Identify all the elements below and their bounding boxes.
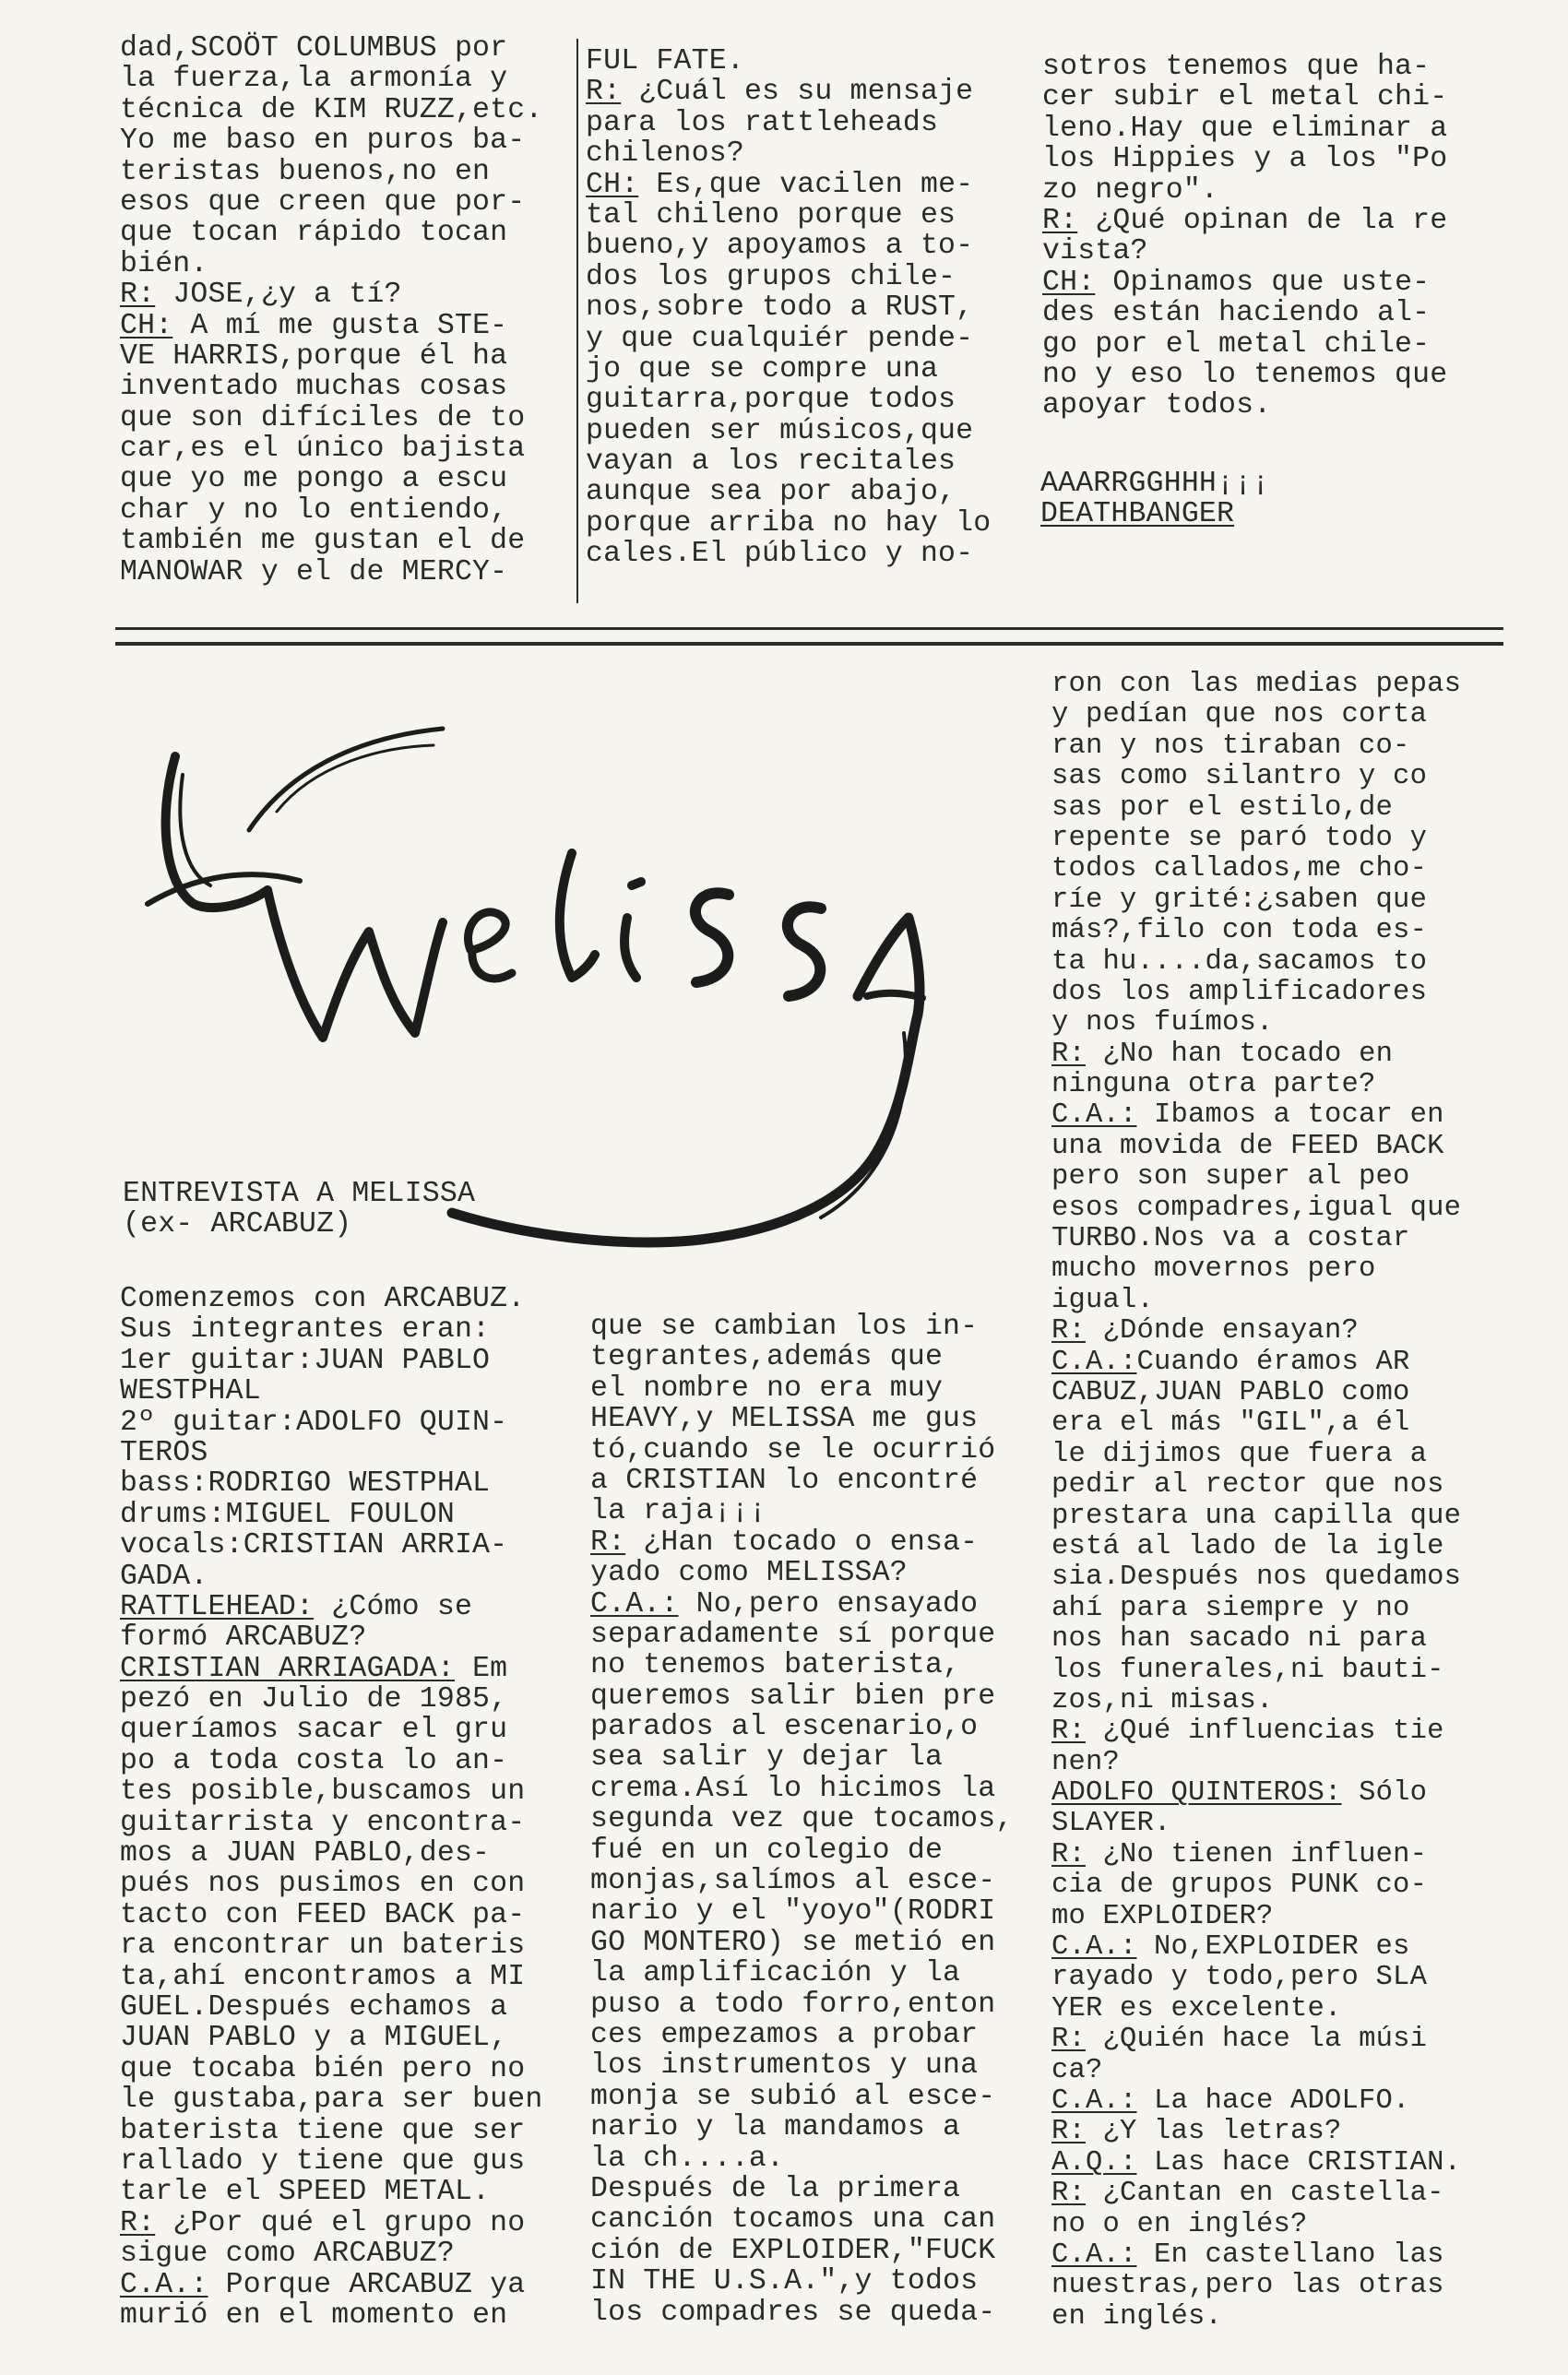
article-column-3-line: le dijimos que fuera a xyxy=(1051,1438,1428,1470)
article-column-3-line: sia.Después nos quedamos xyxy=(1051,1562,1462,1594)
signature: DEATHBANGER xyxy=(1040,498,1235,531)
article-column-1-line: 1er guitar:JUAN PABLO xyxy=(120,1344,491,1377)
article-column-2-line: que se cambian los in- xyxy=(590,1311,979,1343)
article-column-2-line: C.A.: No,pero ensayado xyxy=(590,1587,979,1621)
article-column-2-line: ces empezamos a probar xyxy=(590,2018,979,2051)
article-column-3-line: C.A.: Ibamos a tocar en xyxy=(1051,1099,1444,1132)
article-column-2-line: la raja¡¡¡ xyxy=(590,1495,767,1528)
article-column-3-line: ran y nos tiraban co- xyxy=(1051,730,1410,762)
article-column-3-line: R: ¿Qué influencias tie xyxy=(1051,1716,1444,1748)
section-divider-top xyxy=(115,627,1503,630)
article-column-1-line: rallado y tiene que gus xyxy=(120,2144,526,2178)
top-column-2-line: porque arriba no hay lo xyxy=(586,506,992,540)
article-column-2-line: el nombre no era muy xyxy=(590,1372,944,1405)
article-column-2-line: GO MONTERO) se metió en xyxy=(590,1926,996,1959)
article-column-3-line: zos,ni misas. xyxy=(1051,1684,1274,1716)
top-column-2-line: guitarra,porque todos xyxy=(586,384,956,417)
top-column-1-line: bién. xyxy=(120,247,208,280)
article-column-3-line: igual. xyxy=(1051,1284,1155,1316)
article-column-3-line: y pedían que nos corta xyxy=(1051,699,1428,731)
article-column-1-line: GADA. xyxy=(120,1560,208,1593)
top-column-1-line: char y no lo entiendo, xyxy=(120,493,508,527)
article-column-2-line: segunda vez que tocamos, xyxy=(590,1803,1014,1836)
article-column-2-line: HEAVY,y MELISSA me gus xyxy=(590,1403,979,1436)
article-column-2-line: monja se subió al esce- xyxy=(590,2080,996,2113)
logo-letter-m xyxy=(166,756,443,1038)
top-column-3-line: los Hippies y a los "Po xyxy=(1042,143,1448,176)
article-column-3-line: R: ¿No han tocado en xyxy=(1051,1038,1394,1070)
logo-letter-a xyxy=(452,918,920,1242)
top-column-3-line: CH: Opinamos que uste- xyxy=(1042,266,1431,299)
article-column-3-line: mo EXPLOIDER? xyxy=(1051,1900,1274,1932)
article-column-1-line: bass:RODRIGO WESTPHAL xyxy=(120,1467,491,1501)
article-column-1-line: guitarrista y encontra- xyxy=(120,1806,526,1839)
top-column-2-line: cales.El público y no- xyxy=(586,538,974,571)
article-column-2-line: los instrumentos y una xyxy=(590,2049,979,2083)
article-column-1-line: formó ARCABUZ? xyxy=(120,1621,367,1655)
article-column-2-line: a CRISTIAN lo encontré xyxy=(590,1464,979,1497)
article-column-3-line: y nos fuímos. xyxy=(1051,1007,1274,1039)
top-column-1-line: también me gustan el de xyxy=(120,525,526,558)
column-divider-vertical xyxy=(576,39,578,603)
top-column-1-line: dad,SCOÖT COLUMBUS por xyxy=(120,32,508,65)
article-column-3-line: sas por el estilo,de xyxy=(1051,791,1394,824)
sign-off-block xyxy=(1040,469,1269,530)
article-column-3-line: C.A.: No,EXPLOIDER es xyxy=(1051,1931,1410,1964)
article-column-1-line: R: ¿Por qué el grupo no xyxy=(120,2206,526,2239)
top-column-3-line: go por el metal chile- xyxy=(1042,327,1431,361)
article-column-1-line: C.A.: Porque ARCABUZ ya xyxy=(120,2268,526,2301)
logo-letter-s2 xyxy=(788,907,821,996)
article-column-3-line: rayado y todo,pero SLA xyxy=(1051,1962,1428,1994)
article-column-3-line: pedir al rector que nos xyxy=(1051,1469,1444,1502)
article-column-2-line: la amplificación y la xyxy=(590,1957,961,1990)
article-column-3-line: ahí para siempre y no xyxy=(1051,1592,1410,1624)
logo-letter-s1 xyxy=(695,893,729,982)
top-column-1-line: que son difíciles de to xyxy=(120,401,526,434)
top-column-3-line: apoyar todos. xyxy=(1042,389,1272,422)
article-column-3-line: CABUZ,JUAN PABLO como xyxy=(1051,1376,1410,1408)
article-column-3-line: ríe y grité:¿saben que xyxy=(1051,884,1428,916)
article-column-1-line: vocals:CRISTIAN ARRIA- xyxy=(120,1529,508,1562)
top-column-3-line: des están haciendo al- xyxy=(1042,297,1431,330)
article-column-2-line: nario y la mandamos a xyxy=(590,2111,961,2144)
top-column-2-line: y que cualquiér pende- xyxy=(586,322,974,355)
article-column-3-line: en inglés. xyxy=(1051,2300,1223,2333)
article-subheading: (ex- ARCABUZ) xyxy=(123,1208,352,1241)
article-column-1-line: ra encontrar un bateris xyxy=(120,1930,526,1963)
top-column-1-line: técnica de KIM RUZZ,etc. xyxy=(120,93,543,126)
section-divider-bottom xyxy=(115,642,1503,646)
article-column-3-line: repente se paró todo y xyxy=(1051,822,1428,854)
top-column-1-line: esos que creen que por- xyxy=(120,185,526,219)
top-column-1-line: R: JOSE,¿y a tí? xyxy=(120,279,402,312)
article-column-1-line: Sus integrantes eran: xyxy=(120,1313,491,1347)
article-column-1-line: baterista tiene que ser xyxy=(120,2114,526,2147)
article-column-2-line: tegrantes,además que xyxy=(590,1341,944,1374)
article-column-1-line: po a toda costa lo an- xyxy=(120,1744,508,1777)
top-column-2-line: tal chileno porque es xyxy=(586,198,956,232)
article-column-3-line: nos han sacado ni para xyxy=(1051,1623,1428,1656)
top-column-1 xyxy=(120,33,542,588)
top-column-2-line: dos los grupos chile- xyxy=(586,260,956,293)
article-column-2-line: yado como MELISSA? xyxy=(590,1557,908,1590)
top-column-1-line: MANOWAR y el de MERCY- xyxy=(120,555,508,588)
article-column-3-line: sas como silantro y co xyxy=(1051,761,1428,793)
article-column-3-line: está al lado de la igle xyxy=(1051,1530,1444,1562)
logo-letter-e xyxy=(469,912,512,979)
article-column-3-line: era el más "GIL",a él xyxy=(1051,1407,1410,1440)
article-column-1-line: ta,ahí encontramos a MI xyxy=(120,1960,526,1993)
article-column-3-line: C.A.: En castellano las xyxy=(1051,2238,1444,2271)
article-column-2-line: queremos salir bien pre xyxy=(590,1680,996,1713)
article-column-1-line: pués nos pusimos en con xyxy=(120,1868,526,1901)
top-column-2-line: pueden ser músicos,que xyxy=(586,414,974,447)
article-column-1-line: sigue como ARCABUZ? xyxy=(120,2238,455,2271)
article-column-1-line: GUEL.Después echamos a xyxy=(120,1990,508,2024)
top-column-1-line: que tocan rápido tocan xyxy=(120,217,508,250)
article-column-3-line: mucho movernos pero xyxy=(1051,1253,1376,1286)
article-column-2-line: no tenemos baterista, xyxy=(590,1649,961,1682)
article-column-1-line: le gustaba,para ser buen xyxy=(120,2084,543,2117)
top-column-1-line: teristas buenos,no en xyxy=(120,155,491,188)
article-column-3-line: R: ¿Quién hace la músi xyxy=(1051,2024,1428,2056)
top-column-1-line: CH: A mí me gusta STE- xyxy=(120,309,508,342)
top-column-2-line: para los rattleheads xyxy=(586,106,939,139)
top-column-2-line: CH: Es,que vacilen me- xyxy=(586,168,974,201)
article-column-3-line: R: ¿Cantan en castella- xyxy=(1051,2178,1444,2210)
article-column-3-line: esos compadres,igual que xyxy=(1051,1192,1462,1224)
article-column-3-line: no o en inglés? xyxy=(1051,2208,1308,2240)
article-column-2-line: canción tocamos una can xyxy=(590,2203,996,2237)
logo-letter-l xyxy=(560,853,595,978)
top-column-2-line: chilenos? xyxy=(586,137,744,171)
article-column-2-line: ción de EXPLOIDER,"FUCK xyxy=(590,2234,996,2267)
article-column-3-line: los funerales,ni bauti- xyxy=(1051,1654,1444,1686)
top-column-1-line: car,es el único bajista xyxy=(120,433,526,466)
article-column-3-line: C.A.:Cuando éramos AR xyxy=(1051,1346,1410,1378)
article-column-1-line: 2º guitar:ADOLFO QUIN- xyxy=(120,1406,508,1439)
article-column-3-line: cia de grupos PUNK co- xyxy=(1051,1870,1428,1902)
article-column-2-line: crema.Así lo hicimos la xyxy=(590,1772,996,1805)
article-column-3-line: R: ¿Dónde ensayan? xyxy=(1051,1315,1360,1348)
article-column-3-line: SLAYER. xyxy=(1051,1808,1171,1840)
article-column-2-line: tó,cuando se le ocurrió xyxy=(590,1433,996,1467)
article-column-3-line: TURBO.Nos va a costar xyxy=(1051,1223,1410,1255)
top-column-2-line: FUL FATE. xyxy=(586,45,744,77)
article-column-2 xyxy=(590,1312,1013,2328)
article-column-1-line: que tocaba bién pero no xyxy=(120,2052,526,2085)
article-column-2-line: Después de la primera xyxy=(590,2172,961,2205)
article-column-3-line: dos los amplificadores xyxy=(1051,976,1428,1008)
article-column-2-line: separadamente sí porque xyxy=(590,1618,996,1651)
top-column-3-line: zo negro". xyxy=(1042,173,1219,207)
article-column-1-line: RATTLEHEAD: ¿Cómo se xyxy=(120,1590,473,1623)
top-column-1-line: que yo me pongo a escu xyxy=(120,463,508,496)
article-column-3-line: ninguna otra parte? xyxy=(1051,1069,1376,1101)
article-column-2-line: los compadres se queda- xyxy=(590,2296,996,2329)
top-column-1-line: Yo me baso en puros ba- xyxy=(120,125,526,158)
article-column-1-line: Comenzemos con ARCABUZ. xyxy=(120,1283,526,1315)
article-column-2-line: puso a todo forro,enton xyxy=(590,1988,996,2021)
article-header xyxy=(123,1179,475,1241)
article-column-3-line: prestara una capilla que xyxy=(1051,1500,1462,1532)
top-column-1-line: VE HARRIS,porque él ha xyxy=(120,339,508,373)
top-column-1-line: la fuerza,la armonía y xyxy=(120,63,508,96)
article-column-3-line: pero son super al peo xyxy=(1051,1161,1410,1193)
article-column-3-line: A.Q.: Las hace CRISTIAN. xyxy=(1051,2146,1462,2179)
article-column-2-line: nario y el "yoyo"(RODRI xyxy=(590,1895,996,1929)
article-column-1-line: pezó en Julio de 1985, xyxy=(120,1683,508,1716)
article-column-3-line: ADOLFO QUINTEROS: Sólo xyxy=(1051,1777,1428,1810)
article-column-2-line: sea salir y dejar la xyxy=(590,1741,944,1775)
article-column-2-line: parados al escenario,o xyxy=(590,1711,979,1744)
top-column-2 xyxy=(586,46,991,570)
article-column-3-line: C.A.: La hace ADOLFO. xyxy=(1051,2084,1410,2117)
article-column-1-line: tacto con FEED BACK pa- xyxy=(120,1898,526,1931)
article-column-3-line: más?,filo con toda es- xyxy=(1051,915,1428,947)
article-column-1-line: queríamos sacar el gru xyxy=(120,1714,508,1747)
article-column-2-line: IN THE U.S.A.",y todos xyxy=(590,2265,979,2298)
article-column-2-line: fué en un colegio de xyxy=(590,1834,944,1867)
top-column-2-line: nos,sobre todo a RUST, xyxy=(586,291,974,325)
article-column-2-line: la ch....a. xyxy=(590,2142,785,2175)
article-column-3-line: R: ¿No tienen influen- xyxy=(1051,1838,1428,1870)
article-column-3-line: YER es excelente. xyxy=(1051,1992,1342,2025)
article-column-1-line: CRISTIAN ARRIAGADA: Em xyxy=(120,1652,508,1685)
top-column-3-line: R: ¿Qué opinan de la re xyxy=(1042,204,1448,237)
top-column-2-line: aunque sea por abajo, xyxy=(586,476,956,509)
article-column-1-line: JUAN PABLO y a MIGUEL, xyxy=(120,2022,508,2055)
article-heading: ENTREVISTA A MELISSA xyxy=(123,1178,476,1210)
article-column-3 xyxy=(1051,670,1461,2333)
article-column-2-line: R: ¿Han tocado o ensa- xyxy=(590,1526,979,1559)
top-column-2-line: R: ¿Cuál es su mensaje xyxy=(586,76,974,109)
top-column-1-line: inventado muchas cosas xyxy=(120,371,508,404)
article-column-1-line: drums:MIGUEL FOULON xyxy=(120,1498,455,1531)
top-column-3-line: sotros tenemos que ha- xyxy=(1042,51,1431,83)
logo-letter-i xyxy=(624,918,636,978)
top-column-3-line: leno.Hay que eliminar a xyxy=(1042,112,1448,145)
article-column-3-line: ca? xyxy=(1051,2054,1103,2086)
top-column-3 xyxy=(1042,52,1447,422)
top-column-2-line: vayan a los recitales xyxy=(586,445,956,479)
article-column-3-line: nuestras,pero las otras xyxy=(1051,2270,1444,2302)
article-column-1-line: WESTPHAL xyxy=(120,1375,261,1408)
top-column-3-line: cer subir el metal chi- xyxy=(1042,81,1448,114)
article-column-3-line: nen? xyxy=(1051,1746,1121,1778)
article-column-3-line: R: ¿Y las letras? xyxy=(1051,2116,1342,2148)
article-column-2-line: monjas,salímos al esce- xyxy=(590,1865,996,1898)
article-column-1-line: TEROS xyxy=(120,1436,208,1469)
article-column-1-line: mos a JUAN PABLO,des- xyxy=(120,1837,491,1870)
article-column-1 xyxy=(120,1284,542,2331)
article-column-1-line: murió en el momento en xyxy=(120,2298,508,2332)
sign-off-shout: AAARRGGHHH¡¡¡ xyxy=(1040,468,1270,500)
top-column-2-line: jo que se compre una xyxy=(586,352,939,386)
article-column-3-line: ron con las medias pepas xyxy=(1051,669,1462,700)
article-column-3-line: una movida de FEED BACK xyxy=(1051,1130,1444,1162)
article-column-3-line: todos callados,me cho- xyxy=(1051,853,1428,885)
top-column-3-line: no y eso lo tenemos que xyxy=(1042,358,1448,391)
article-column-1-line: tarle el SPEED METAL. xyxy=(120,2176,491,2209)
top-column-2-line: bueno,y apoyamos a to- xyxy=(586,230,974,263)
article-column-3-line: ta hu....da,sacamos to xyxy=(1051,945,1428,978)
top-column-3-line: vista? xyxy=(1042,235,1148,268)
article-column-1-line: tes posible,buscamos un xyxy=(120,1775,526,1809)
